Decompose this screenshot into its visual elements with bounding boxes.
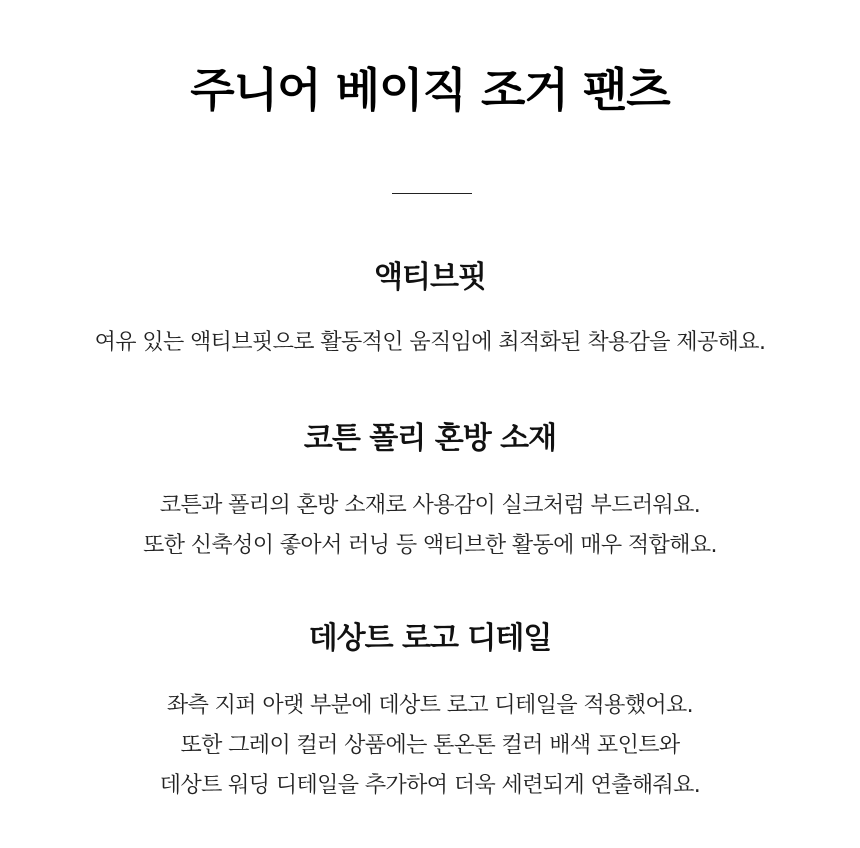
section-heading-logo-detail: 데상트 로고 디테일	[308, 621, 552, 656]
description-line: 또한 그레이 컬러 상품에는 톤온톤 컬러 배색 포인트와	[180, 733, 680, 758]
description-line: 또한 신축성이 좋아서 러닝 등 액티브한 활동에 매우 적합해요.	[143, 533, 717, 558]
description-line: 데상트 워딩 디테일을 추가하여 더욱 세련되게 연출해줘요.	[159, 773, 701, 798]
description-line: 좌측 지퍼 아랫 부분에 데상트 로고 디테일을 적용했어요.	[166, 693, 694, 718]
title-divider	[392, 193, 472, 194]
section-description-fabric	[0, 486, 860, 566]
description-line: 코튼과 폴리의 혼방 소재로 사용감이 실크처럼 부드러워요.	[159, 493, 701, 518]
section-heading-active-fit: 액티브핏	[374, 260, 486, 295]
section-description-logo-detail	[0, 686, 860, 806]
section-heading-fabric: 코튼 폴리 혼방 소재	[303, 421, 557, 456]
section-description-active-fit	[0, 323, 860, 363]
page-title: 주니어 베이직 조거 팬츠	[190, 63, 670, 117]
description-line: 여유 있는 액티브핏으로 활동적인 움직임에 최적화된 착용감을 제공해요.	[94, 330, 766, 355]
